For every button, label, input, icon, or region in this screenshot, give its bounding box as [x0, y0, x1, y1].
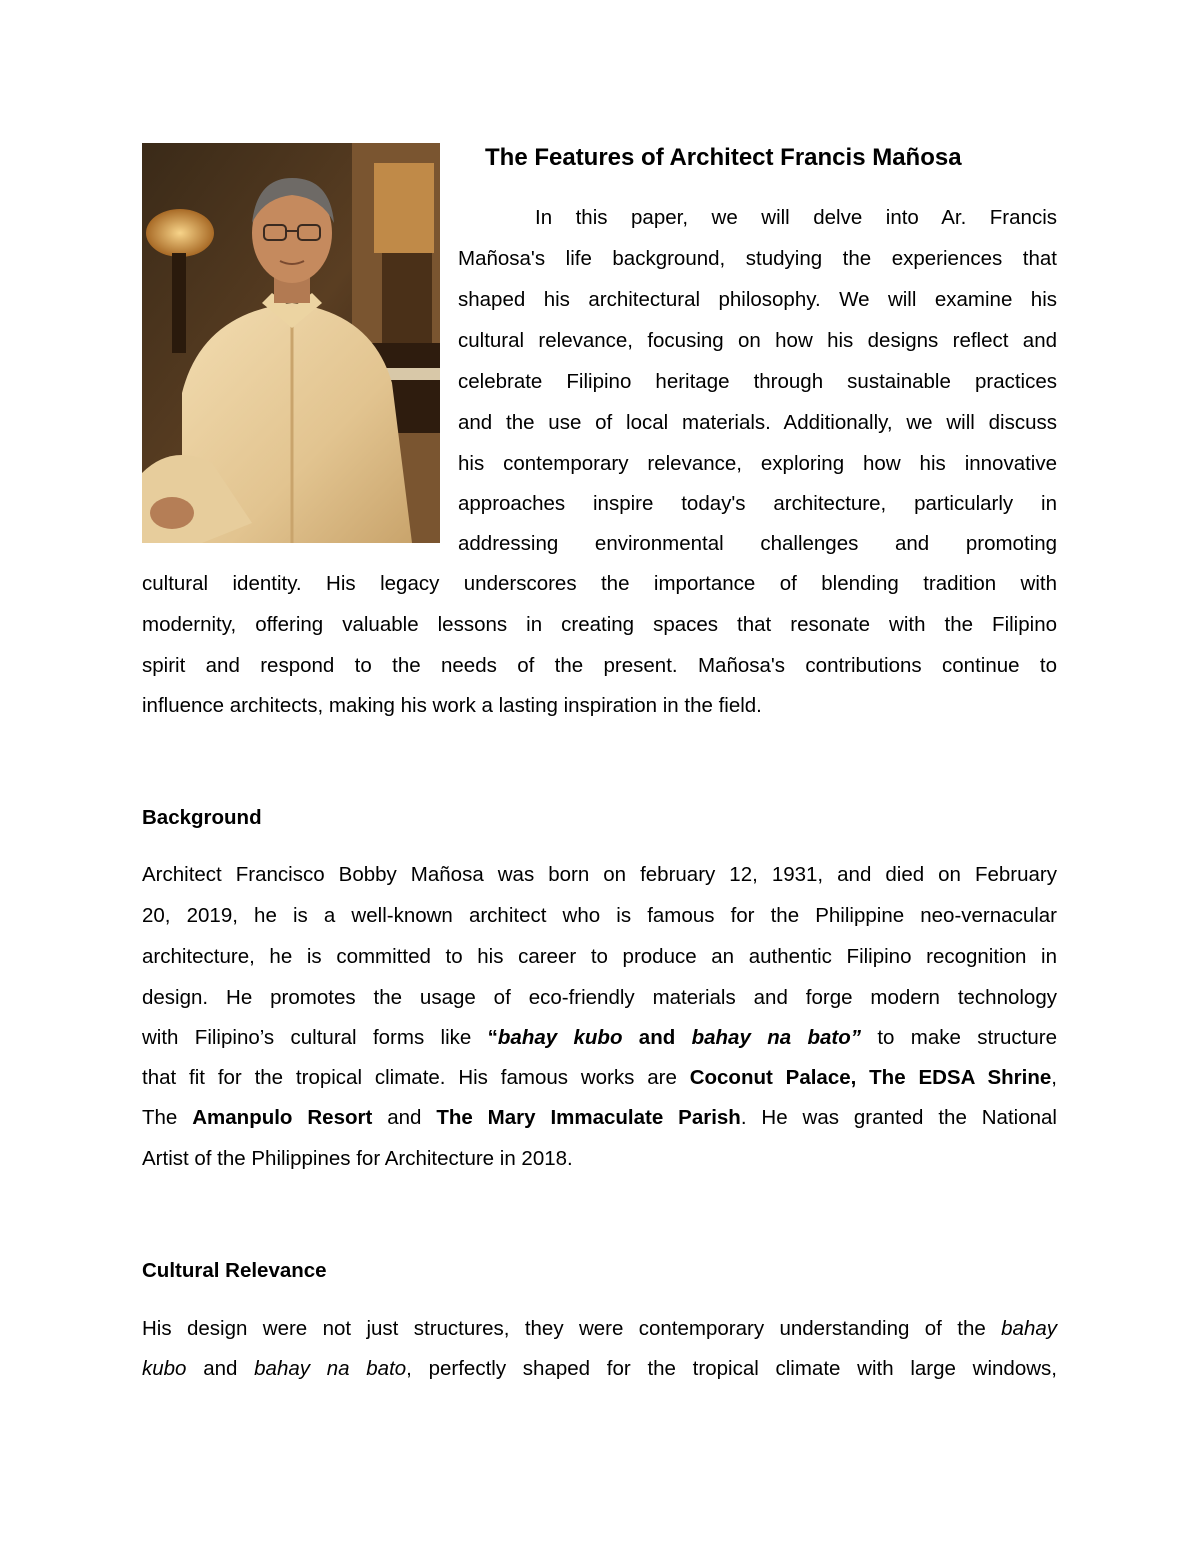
background-line-2: 20, 2019, he is a well-known architect who is famous for the Philippine neo-vernacular	[142, 904, 1057, 927]
intro-line-1: In this paper, we will delve into Ar. Francis	[535, 206, 1057, 229]
background-line-3: architecture, he is committed to his career to produce an authentic Filipino recognition in	[142, 945, 1057, 968]
background-line-4: design. He promotes the usage of eco-friendly materials and forge modern technology	[142, 986, 1057, 1009]
intro-line-5: celebrate Filipino heritage through sustainable practices	[458, 370, 1057, 393]
intro-line-10: cultural identity. His legacy underscores the importance of blending tradition with	[142, 572, 1057, 595]
cultural-line-1: His design were not just structures, they were contemporary understanding of the bahay	[142, 1317, 1057, 1340]
intro-line-7: his contemporary relevance, exploring how his innovative	[458, 452, 1057, 475]
cultural-relevance-heading: Cultural Relevance	[142, 1259, 327, 1282]
background-line-6: that fit for the tropical climate. His famous works are Coconut Palace, The EDSA Shrine,	[142, 1066, 1057, 1089]
cultural-line-2: kubo and bahay na bato, perfectly shaped for the tropical climate with large windows,	[142, 1357, 1057, 1380]
document-title: The Features of Architect Francis Mañosa	[485, 144, 962, 171]
intro-line-9: addressing environmental challenges and promoting	[458, 532, 1057, 555]
background-line-1: Architect Francisco Bobby Mañosa was born on february 12, 1931, and died on February	[142, 863, 1057, 886]
portrait-photo	[142, 143, 440, 543]
background-heading: Background	[142, 806, 262, 829]
background-line-8: Artist of the Philippines for Architecture in 2018.	[142, 1147, 573, 1170]
background-line-5: with Filipino’s cultural forms like “bahay kubo and bahay na bato” to make structure	[142, 1026, 1058, 1049]
intro-line-6: and the use of local materials. Additionally, we will discuss	[458, 411, 1057, 434]
intro-line-11: modernity, offering valuable lessons in creating spaces that resonate with the Filipino	[142, 613, 1057, 636]
background-line-7: The Amanpulo Resort and The Mary Immaculate Parish. He was granted the National	[142, 1106, 1057, 1129]
intro-line-8: approaches inspire today's architecture, particularly in	[458, 492, 1057, 515]
intro-line-4: cultural relevance, focusing on how his designs reflect and	[458, 329, 1057, 352]
intro-line-13: influence architects, making his work a lasting inspiration in the field.	[142, 694, 762, 717]
intro-line-12: spirit and respond to the needs of the present. Mañosa's contributions continue to	[142, 654, 1057, 677]
intro-line-2: Mañosa's life background, studying the experiences that	[458, 247, 1057, 270]
portrait-illustration	[142, 143, 440, 543]
intro-line-3: shaped his architectural philosophy. We will examine his	[458, 288, 1057, 311]
